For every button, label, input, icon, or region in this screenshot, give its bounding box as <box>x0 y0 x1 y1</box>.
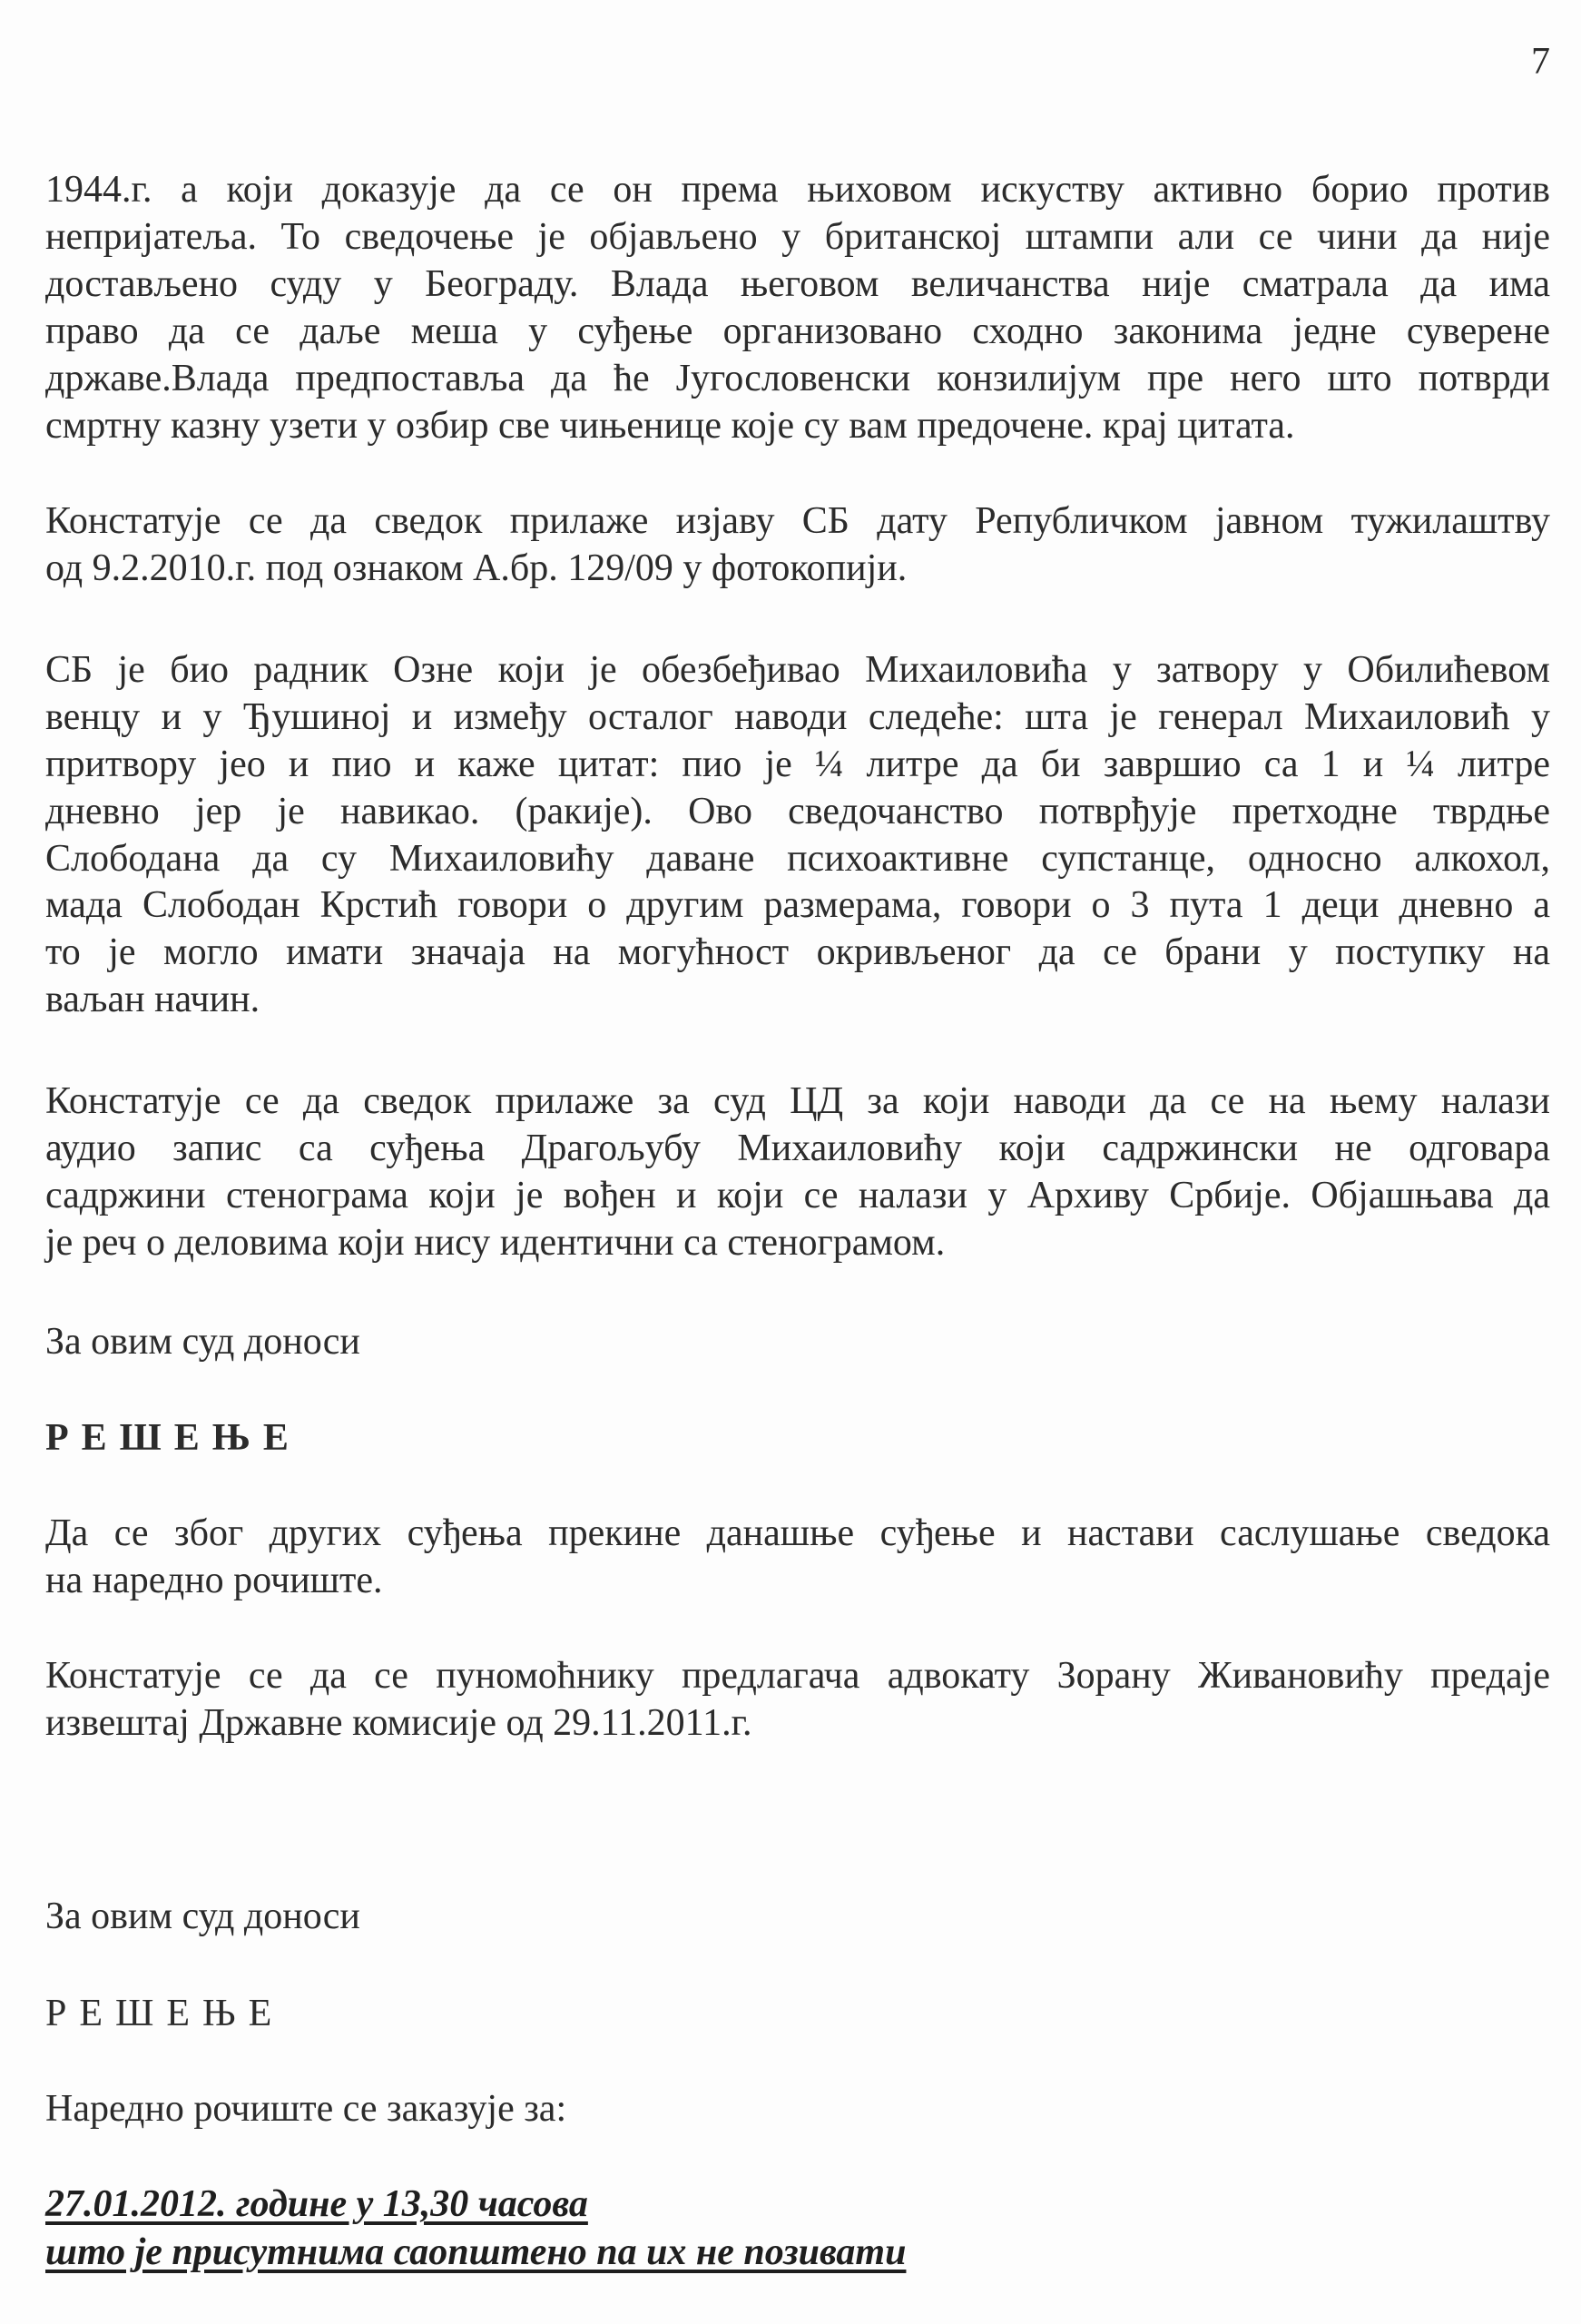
decision-intro: За овим суд доноси <box>45 1321 360 1363</box>
text-line: мада Слободан Крстић говори о другим размерама, говори о 3 пута 1 деци дневно а <box>45 884 1550 926</box>
next-hearing-notice-text: што је присутнима саопштено па их не позивати <box>45 2231 907 2273</box>
next-hearing-notice <box>45 2233 1550 2271</box>
text-line: СБ је био радник Озне који је обезбеђивао Михаиловића у затвору у Обилићевом <box>45 649 1550 691</box>
text-line: државе.Влада предпоставља да ће Југословенски конзилијум пре него што потврди <box>45 358 1550 399</box>
text-line: то је могло имати значаја на могућност окривљеног да се брани у поступку на <box>45 931 1550 973</box>
text-line: венцу и у Ђушиној и између осталог наводи следеће: шта је генерал Михаиловић у <box>45 696 1550 738</box>
text-line: Констатује се да сведок прилаже за суд ЦД за који наводи да се на њему налази <box>45 1080 1550 1122</box>
text-line: Констатује се да сведок прилаже изјаву СБ дату Републичком јавном тужилаштву <box>45 500 1550 542</box>
text-line: извештај Државне комисије од 29.11.2011.г. <box>45 1702 752 1744</box>
text-line: достављено суду у Београду. Влада његовом величанства није сматрала да има <box>45 263 1550 305</box>
text-line: 1944.г. а који доказује да се он према њиховом искуству активно борио против <box>45 169 1550 211</box>
text-line: ваљан начин. <box>45 979 260 1020</box>
text-line: Слободана да су Михаиловићу даване психоактивне супстанце, односно алкохол, <box>45 838 1550 880</box>
next-hearing-datetime <box>45 2185 1550 2223</box>
text-line: непријатеља. То сведочење је објављено у британској штампи али се чини да није <box>45 216 1550 258</box>
text-line: право да се даље меша у суђење организовано сходно законима једне суверене <box>45 310 1550 352</box>
decision-heading: РЕШЕЊЕ <box>45 1417 301 1459</box>
text-line: Да се због других суђења прекине данашње суђење и настави саслушање сведока <box>45 1512 1550 1554</box>
decision-heading: РЕШЕЊЕ <box>45 1993 285 2034</box>
decision-intro: За овим суд доноси <box>45 1896 360 1937</box>
text-line: притвору јео и пио и каже цитат: пио је ¼ литре да би завршио са 1 и ¼ литре <box>45 743 1550 785</box>
text-line: смртну казну узети у озбир све чињенице које су вам предочене. крај цитата. <box>45 405 1295 447</box>
text-line: је реч о деловима који нису идентични са стенограмом. <box>45 1222 946 1264</box>
page-number: 7 <box>1531 41 1550 83</box>
text-line: од 9.2.2010.г. под ознаком А.бр. 129/09 у фотокопији. <box>45 547 908 589</box>
text-line: на наредно рочиште. <box>45 1560 383 1601</box>
text-line: Констатује се да се пуномоћнику предлагача адвокату Зорану Живановићу предаје <box>45 1655 1550 1697</box>
decision-body: Наредно рочиште се заказује за: <box>45 2088 567 2130</box>
next-hearing-datetime-text: 27.01.2012. године у 13,30 часова <box>45 2183 588 2225</box>
text-line: аудио запис са суђења Драгољубу Михаиловићу који садржински не одговара <box>45 1128 1550 1169</box>
text-line: дневно јер је навикао. (ракије). Ово сведочанство потврђује претходне тврдње <box>45 791 1550 832</box>
text-line: садржини стенограма који је вођен и који се налази у Архиву Србије. Објашњава да <box>45 1175 1550 1216</box>
